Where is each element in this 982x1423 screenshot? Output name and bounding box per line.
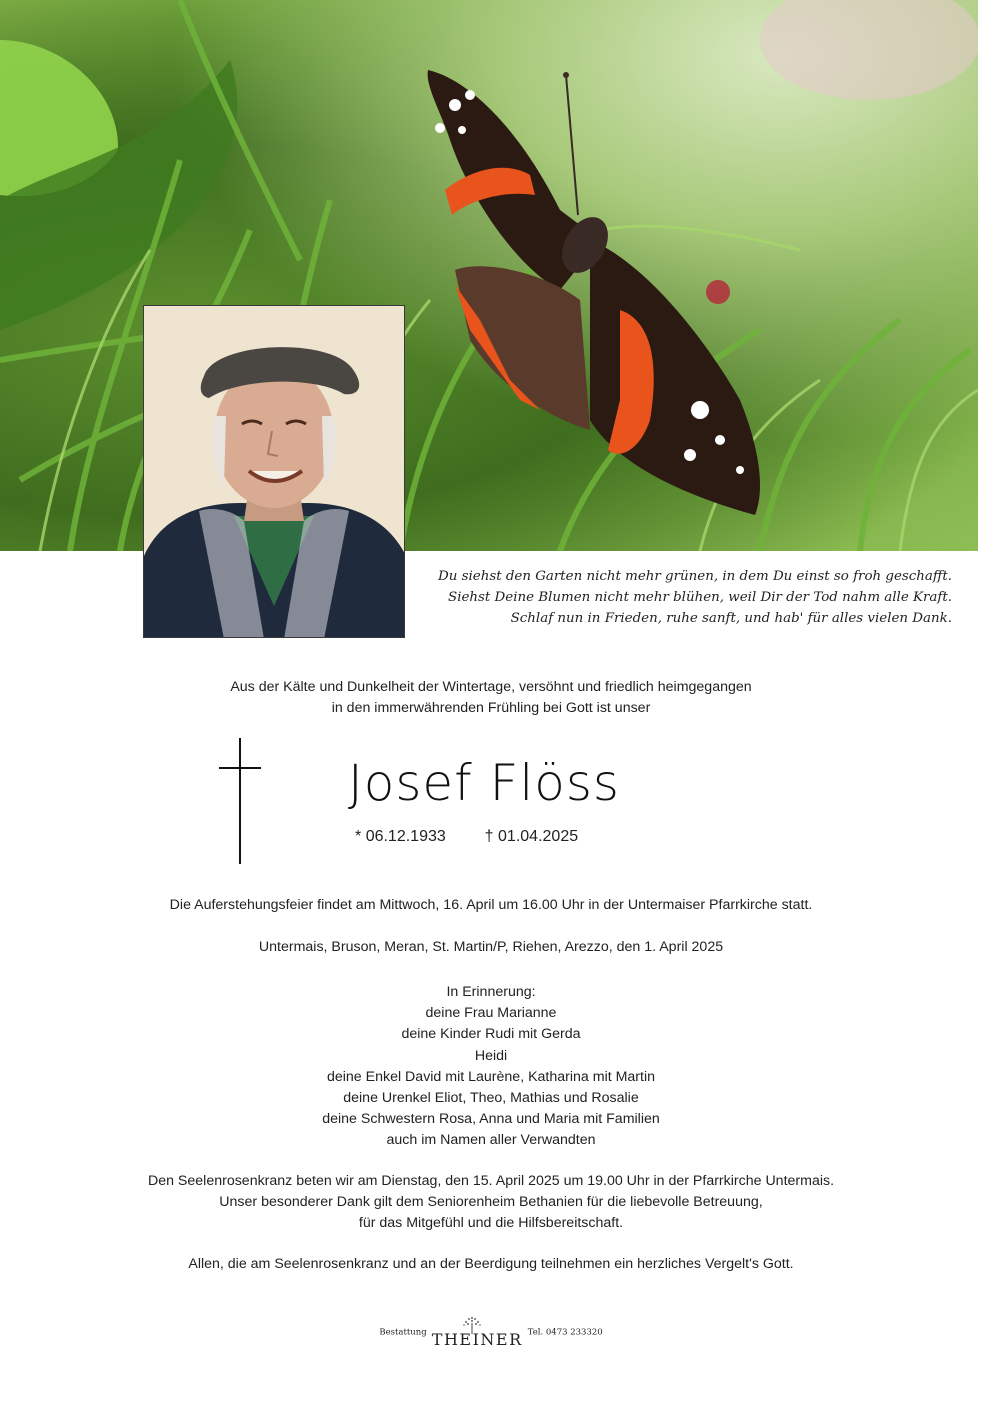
mourners-line: auch im Namen aller Verwandten — [386, 1132, 596, 1149]
portrait-photo — [143, 305, 405, 638]
mourners-line: deine Kinder Rudi mit Gerda — [401, 1026, 581, 1043]
funeral-home-footer — [0, 1316, 982, 1349]
rosary-line: für das Mitgefühl und die Hilfsbereitschaft. — [358, 1215, 624, 1231]
rosary-line: Den Seelenrosenkranz beten wir am Dienstag, den 15. April 2025 um 19.00 Uhr in der Pfarrkirche Untermais. — [147, 1173, 835, 1189]
life-dates — [355, 828, 578, 846]
mourners-list — [0, 982, 982, 1152]
birth-symbol: * — [355, 828, 362, 845]
intro-line: Aus der Kälte und Dunkelheit der Wintertage, versöhnt und friedlich heimgegangen — [230, 679, 752, 695]
ceremony-text: Die Auferstehungsfeier findet am Mittwoch, 16. April um 16.00 Uhr in der Untermaiser Pfarrkirche statt. — [169, 897, 813, 913]
mourners-line: In Erinnerung: — [446, 984, 536, 1000]
mourners-line: Heidi — [474, 1047, 508, 1064]
footer-phone: Tel. 0473 233320 — [527, 1327, 603, 1338]
rosary-line: Unser besonderer Dank gilt dem Seniorenheim Bethanien für die liebevolle Betreuung, — [219, 1194, 763, 1210]
mourners-line: deine Schwestern Rosa, Anna und Maria mit Familien — [322, 1111, 660, 1128]
tree-icon — [460, 1316, 484, 1334]
death-date: 01.04.2025 — [498, 828, 579, 845]
poem-line: Schlaf nun in Frieden, ruhe sanft, und hab' für alles vielen Dank. — [510, 611, 952, 626]
mourners-line: deine Frau Marianne — [425, 1005, 557, 1022]
footer-prefix: Bestattung — [379, 1327, 427, 1338]
mourners-line: deine Enkel David mit Laurène, Katharina mit Martin — [326, 1068, 656, 1085]
death-symbol: † — [484, 828, 494, 845]
poem-line: Du siehst den Garten nicht mehr grünen, in dem Du einst so froh geschafft. — [438, 569, 952, 584]
intro-text — [0, 677, 982, 719]
poem — [412, 566, 952, 629]
footer-brand: THEINER — [431, 1330, 523, 1349]
portrait-illustration — [144, 306, 405, 638]
thanks-text: Allen, die am Seelenrosenkranz und an der Beerdigung teilnehmen ein herzliches Vergelt's Gott. — [188, 1256, 794, 1272]
places-date-text: Untermais, Bruson, Meran, St. Martin/P, Riehen, Arezzo, den 1. April 2025 — [258, 939, 724, 955]
deceased-name: Josef Flöss — [348, 754, 620, 812]
birth-date: 06.12.1933 — [365, 828, 446, 845]
poem-line: Siehst Deine Blumen nicht mehr blühen, weil Dir der Tod nahm alle Kraft. — [448, 590, 952, 605]
intro-line: in den immerwährenden Frühling bei Gott ist unser — [331, 700, 651, 716]
latin-cross-icon — [216, 738, 264, 864]
mourners-line: deine Urenkel Eliot, Theo, Mathias und Rosalie — [343, 1090, 639, 1107]
rosary-text — [0, 1171, 982, 1234]
funeral-home-logo — [432, 1316, 523, 1349]
